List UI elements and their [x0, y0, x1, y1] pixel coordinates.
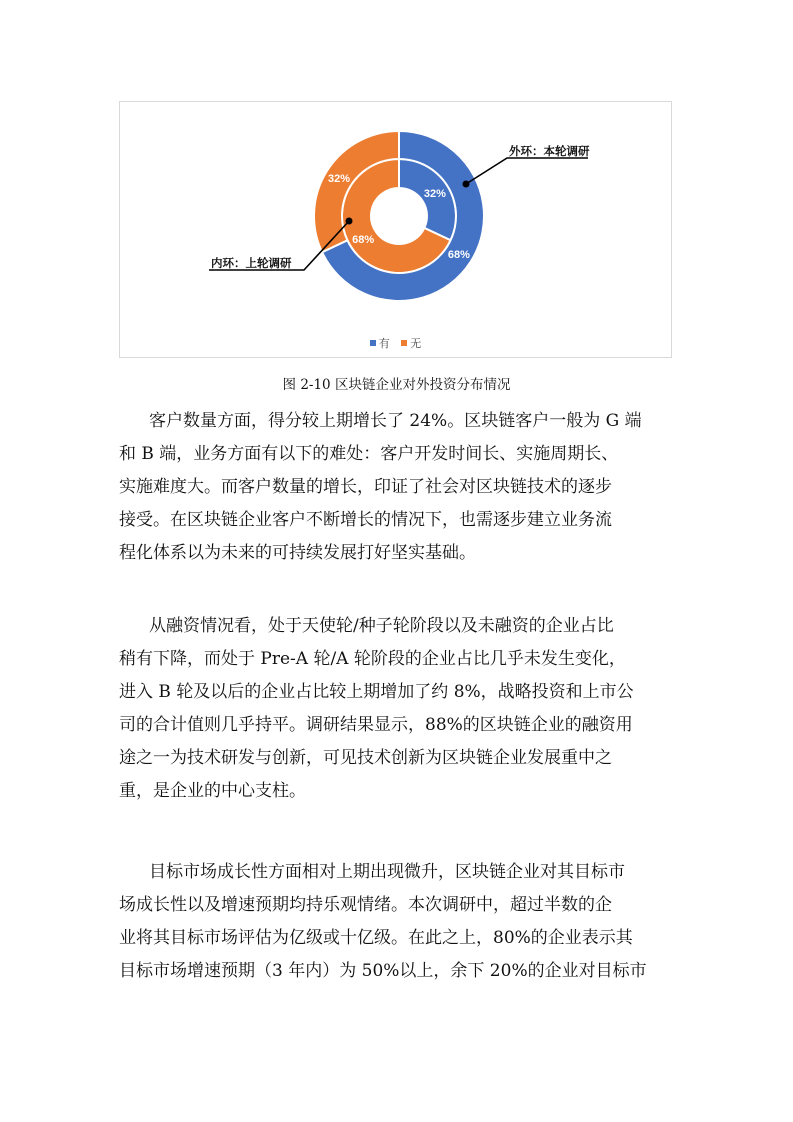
- chart-frame: [119, 101, 672, 358]
- inner-ring-label-none: 68%: [352, 233, 375, 246]
- inner-leader-dot: [346, 218, 353, 225]
- legend-label-none: 无: [410, 337, 422, 350]
- inner-callout-label: 内环：上轮调研: [211, 256, 292, 270]
- figure-caption: 图 2-10 区块链企业对外投资分布情况: [282, 377, 511, 393]
- paragraph-line: 业将其目标市场评估为亿级或十亿级。在此之上，80%的企业表示其: [119, 928, 633, 948]
- outer-leader-dot: [463, 181, 470, 188]
- paragraph-line: 场成长性以及增速预期均持乐观情绪。本次调研中，超过半数的企: [119, 895, 612, 915]
- paragraph-line: 实施难度大。而客户数量的增长，印证了社会对区块链技术的逐步: [119, 477, 612, 497]
- paragraph-line: 和 B 端，业务方面有以下的难处：客户开发时间长、实施周期长、: [119, 444, 619, 464]
- paragraph-line: 目标市场成长性方面相对上期出现微升，区块链企业对其目标市: [149, 862, 625, 882]
- outer-leader-line: [466, 158, 588, 184]
- paragraph-line: 接受。在区块链企业客户不断增长的情况下，也需逐步建立业务流: [119, 510, 612, 530]
- legend-label-have: 有: [378, 337, 390, 350]
- paragraph-line: 从融资情况看，处于天使轮/种子轮阶段以及未融资的企业占比: [149, 616, 614, 636]
- legend-item-none: [401, 335, 421, 351]
- paragraph-line: 目标市场增速预期（3 年内）为 50%以上，余下 20%的企业对目标市: [119, 961, 647, 981]
- paragraph-customers: [119, 405, 672, 570]
- paragraph-line: 稍有下降，而处于 Pre-A 轮/A 轮阶段的企业占比几乎未发生变化，: [119, 649, 626, 669]
- outer-ring-label-none: 32%: [328, 172, 351, 185]
- paragraph-line: 重，是企业的中心支柱。: [119, 781, 306, 801]
- chart-legend: [120, 335, 671, 351]
- paragraph-line: 客户数量方面，得分较上期增长了 24%。区块链客户一般为 G 端: [149, 411, 642, 431]
- paragraph-line: 途之一为技术研发与创新，可见技术创新为区块链企业发展重中之: [119, 748, 612, 768]
- paragraph-line: 进入 B 轮及以后的企业占比较上期增加了约 8%，战略投资和上市公: [119, 682, 634, 702]
- inner-ring-label-have: 32%: [423, 188, 446, 201]
- outer-callout-label: 外环：本轮调研: [509, 144, 590, 158]
- legend-swatch-none: [401, 340, 407, 346]
- paragraph-line: 司的合计值则几乎持平。调研结果显示，88%的区块链企业的融资用: [119, 715, 633, 735]
- paragraph-financing: [119, 610, 672, 808]
- outer-ring-label-have: 68%: [447, 249, 470, 262]
- paragraph-target-market: [119, 856, 672, 988]
- legend-item-have: [370, 335, 390, 351]
- doughnut-chart: [120, 102, 673, 359]
- paragraph-line: 程化体系以为未来的可持续发展打好坚实基础。: [119, 543, 476, 563]
- legend-swatch-have: [370, 340, 376, 346]
